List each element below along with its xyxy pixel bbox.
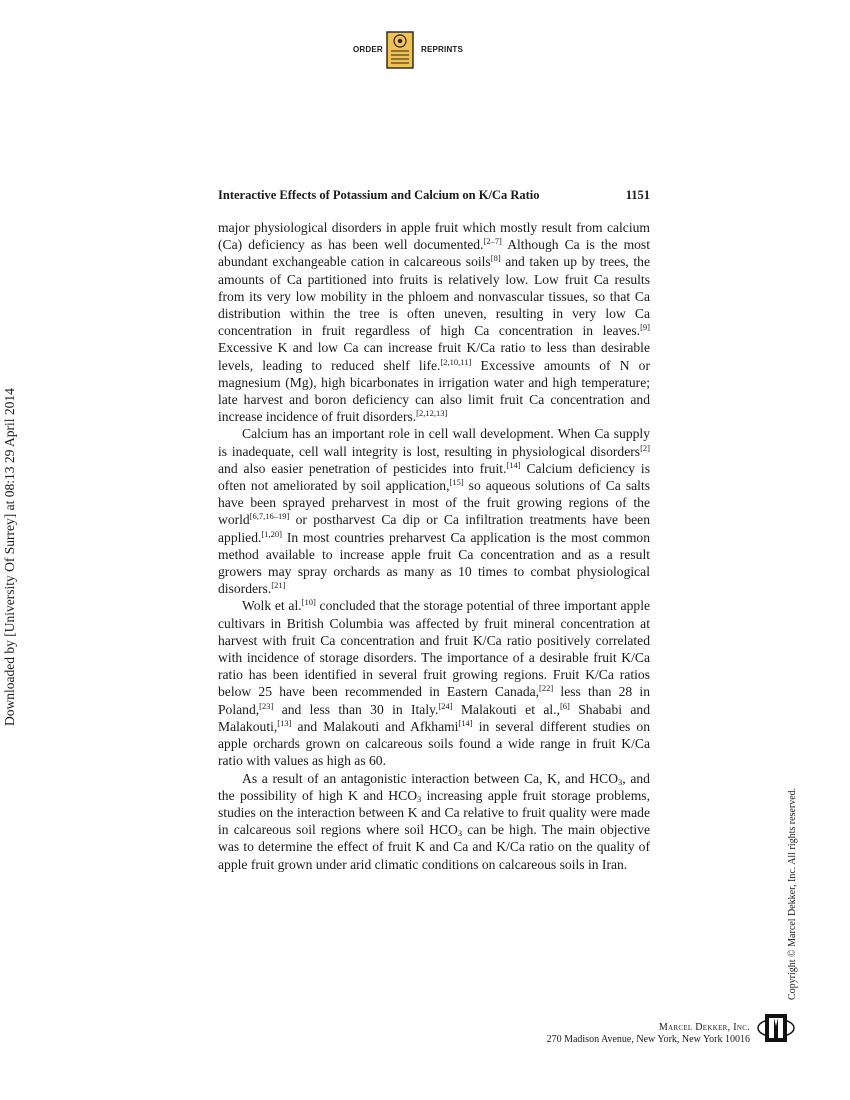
paragraph-text: can be high. The main objective was to determine the effect of fruit K and Ca and K/Ca ratio on the quality of apple fruit grown under arid climatic conditions on calcareous soils in Iran. — [218, 822, 651, 872]
article-body — [218, 219, 650, 873]
citation-reference: [6,7,16–19] — [249, 511, 290, 522]
paragraph-text: and Malakouti and Afkhami — [291, 718, 459, 734]
paragraph-text: major physiological disorders in apple fruit which mostly result from calcium (Ca) deficiency as has been well documented. — [218, 220, 650, 253]
citation-reference: [6] — [559, 700, 570, 711]
publisher-name: Marcel Dekker, Inc. — [658, 1022, 750, 1033]
citation-reference: [15] — [449, 477, 464, 488]
citation-reference: [2,10,11] — [440, 356, 472, 367]
publisher-address: 270 Madison Avenue, New York, New York 10016 — [546, 1034, 750, 1045]
paragraph-text: Malakouti et al., — [452, 701, 560, 717]
citation-reference: [13] — [277, 717, 292, 728]
paragraph-text: increasing apple fruit storage problems, studies on the interaction between K and Ca relative to fruit quality were made in calcareous soil regions where soil HCO — [218, 787, 650, 838]
body-paragraph — [218, 770, 650, 873]
citation-reference: [21] — [271, 580, 286, 591]
citation-reference: [24] — [438, 700, 453, 711]
citation-reference: [1,20] — [261, 528, 282, 539]
document-stack-icon[interactable] — [385, 30, 415, 70]
paragraph-text: Shababi and Malakouti, — [218, 701, 650, 734]
citation-reference: [9] — [640, 322, 650, 333]
paragraph-text: in several different studies on apple orchards grown on calcareous soils found a wide range in fruit K/Ca ratio with values as high as 60. — [218, 718, 650, 769]
citation-reference: [2] — [640, 442, 650, 453]
paragraph-text: Calcium deficiency is often not ameliorated by soil application, — [218, 460, 650, 494]
citation-reference: [2–7] — [483, 236, 502, 247]
running-head-title: Interactive Effects of Potassium and Calcium on K/Ca Ratio — [218, 188, 540, 202]
paragraph-text: or postharvest Ca dip or Ca infiltration treatments have been applied. — [218, 512, 650, 545]
paragraph-text: and also easier penetration of pesticides into fruit. — [218, 460, 507, 476]
reprints-label[interactable]: REPRINTS — [421, 45, 464, 54]
chemical-subscript: 3 — [618, 776, 623, 787]
paragraph-text: , and the possibility of high K and HCO — [218, 770, 650, 803]
citation-reference: [10] — [301, 597, 316, 608]
paragraph-text: As a result of an antagonistic interaction between Ca, K, and HCO — [242, 770, 619, 786]
paragraph-text: and less than 30 in Italy. — [273, 701, 439, 717]
paragraph-text: less than 28 in Poland, — [218, 684, 650, 717]
citation-reference: [14] — [458, 717, 473, 728]
paragraph-text: Although Ca is the most abundant exchangeable cation in calcareous soils — [218, 237, 651, 270]
publisher-footer — [520, 1022, 750, 1046]
paragraph-text: Wolk et al. — [242, 598, 302, 614]
body-paragraph — [218, 597, 650, 769]
paragraph-text: Excessive K and low Ca can increase fruit K/Ca ratio to less than desirable levels, leading to reduced shelf life. — [218, 340, 650, 373]
citation-reference: [2,12,13] — [416, 408, 448, 419]
chemical-subscript: 3 — [457, 828, 463, 839]
order-label[interactable]: ORDER — [353, 45, 383, 54]
paragraph-text: In most countries preharvest Ca application is the most common method available to increase apple fruit Ca concentration and as a result growers may spray orchards as many as 10 times to combat physiological disorders. — [218, 529, 650, 597]
page-number: 1151 — [625, 188, 650, 202]
citation-reference: [8] — [490, 253, 501, 264]
body-paragraph — [218, 219, 650, 425]
copyright-notice: Copyright © Marcel Dekker, Inc. All rights reserved. — [787, 787, 798, 1000]
paragraph-text: concluded that the storage potential of three important apple cultivars in British Columbia was affected by fruit mineral concentration at harvest with fruit Ca concentration and fruit K/Ca ratio positively correlated with incidence of storage disorders. The importance of a desirable fruit K/Ca ratio has been identified in several fruit growing regions. Fruit K/Ca ratios below 25 have been recommended in Eastern Canada, — [218, 598, 650, 700]
body-paragraph — [218, 425, 650, 597]
paragraph-text: and taken up by trees, the amounts of Ca partitioned into fruits is relatively low. Low fruit Ca results from its very low mobility in the phloem and nonvascular tissues, so that Ca distribution within the tree is often uneven, resulting in very low Ca concentration in fruit regardless of high Ca concentration in leaves. — [218, 254, 651, 339]
download-notice: Downloaded by [University Of Surrey] at 08:13 29 April 2014 — [2, 388, 17, 726]
citation-reference: [22] — [539, 683, 554, 694]
running-head — [218, 188, 650, 204]
order-reprints-banner[interactable] — [353, 30, 463, 72]
citation-reference: [23] — [259, 700, 274, 711]
paragraph-text: Excessive amounts of N or magnesium (Mg), high bicarbonates in irrigation water and high temperature; late harvest and boron deficiency can also limit fruit Ca concentration and increase incidence of fruit disorders. — [218, 357, 650, 425]
paragraph-text: so aqueous solutions of Ca salts have been sprayed preharvest in most of the fruit growing regions of the world — [218, 478, 650, 528]
marcel-dekker-logo-icon — [756, 1010, 796, 1046]
citation-reference: [14] — [506, 459, 521, 470]
paragraph-text: Calcium has an important role in cell wall development. When Ca supply is inadequate, cell wall integrity is lost, resulting in physiological disorders — [218, 426, 650, 459]
chemical-subscript: 3 — [417, 793, 422, 804]
